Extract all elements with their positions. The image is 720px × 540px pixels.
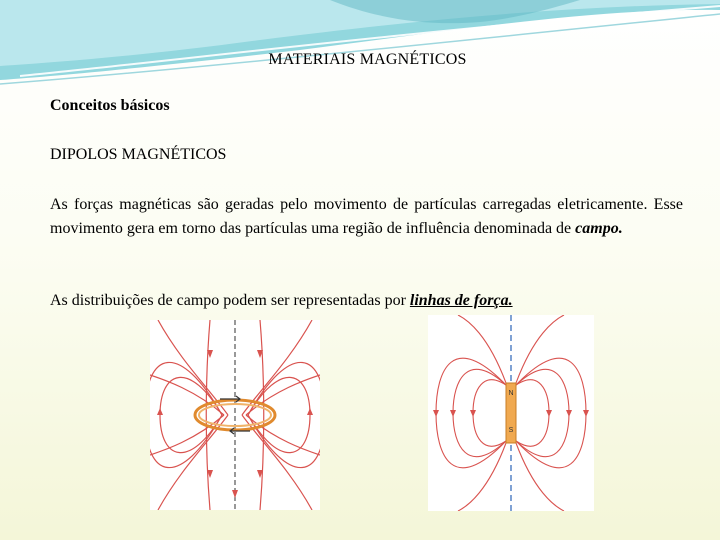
section-heading: Conceitos básicos: [50, 97, 170, 114]
field-lines: [150, 320, 320, 510]
paragraph-forces: [50, 193, 683, 241]
paragraph-forces-text: As forças magnéticas são geradas pelo movimento de partículas carregadas eletricamente. Esse movimento gera em torno das partículas uma região de influência denominada de: [50, 196, 683, 237]
paragraph-field-lines: [50, 289, 683, 313]
bar-magnet-field-diagram: [428, 315, 594, 511]
term-linhas-de-forca: linhas de força.: [409, 292, 513, 309]
term-campo: campo.: [575, 220, 623, 237]
north-pole-label: N: [508, 390, 514, 397]
slide-title: MATERIAIS MAGNÉTICOS: [268, 51, 467, 68]
header-wave-decoration: [0, 0, 720, 90]
current-loop-field-diagram: [150, 320, 320, 510]
south-pole-label: S: [508, 427, 514, 434]
paragraph-field-lines-text: As distribuições de campo podem ser representadas por: [50, 292, 410, 309]
current-loop: [195, 400, 275, 430]
topic-heading: DIPOLOS MAGNÉTICOS: [50, 146, 227, 163]
